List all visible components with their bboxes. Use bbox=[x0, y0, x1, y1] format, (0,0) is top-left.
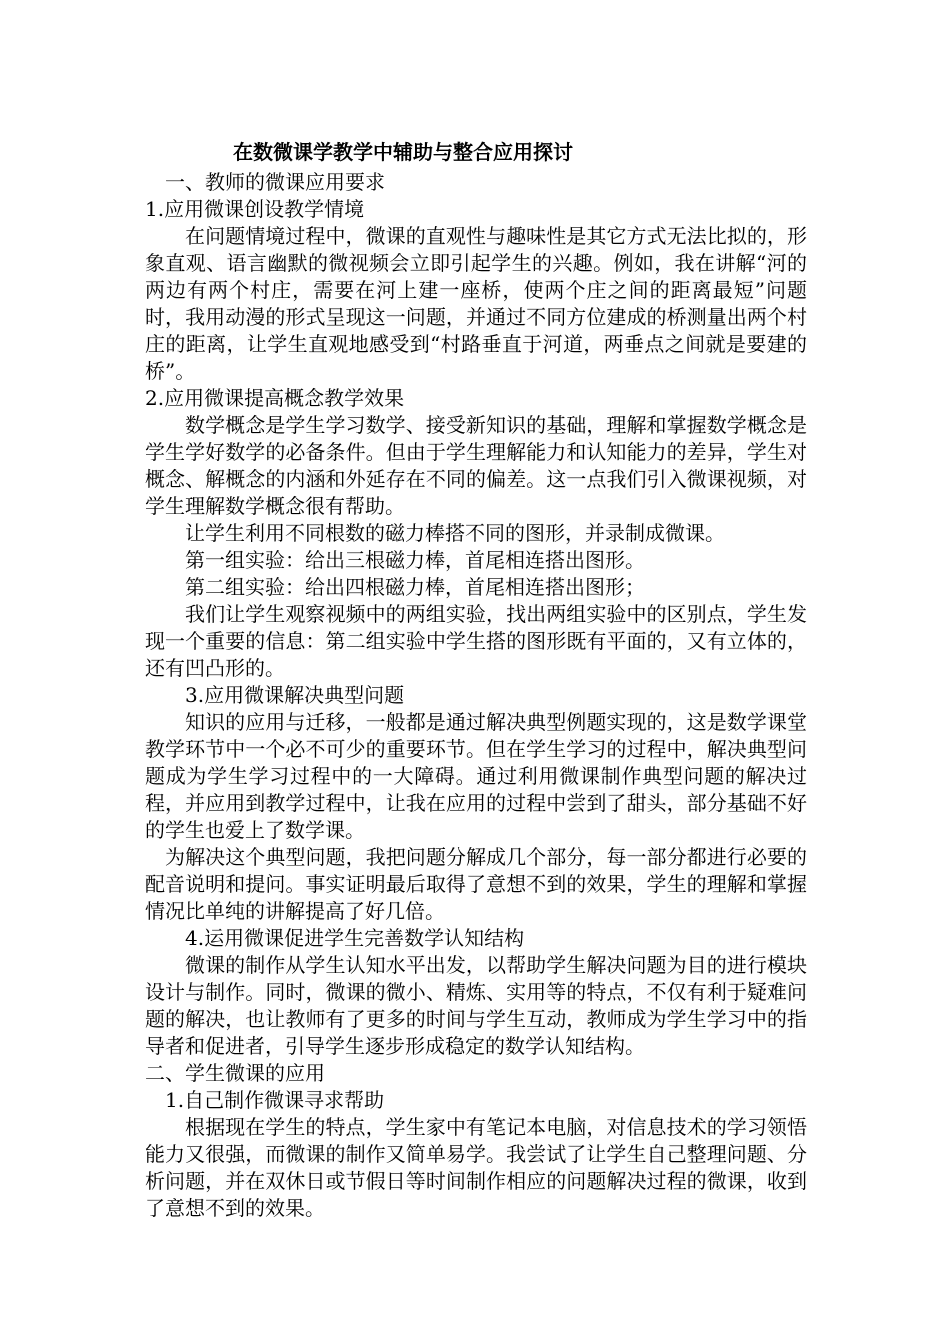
paragraph: 微课的制作从学生认知水平出发，以帮助学生解决问题为目的进行模块设计与制作。同时，微课的微小、精炼、实用等的特点，不仅有利于疑难问题的解决，也让教师有了更多的时间与学生互动，教师成为学生学习中的指导者和促进者，引导学生逐步形成稳定的数学认知结构。 bbox=[145, 953, 807, 1058]
subsection-heading-1-1: 1.应用微课创设教学情境 bbox=[145, 197, 365, 221]
paragraph: 知识的应用与迁移，一般都是通过解决典型例题实现的，这是数学课堂教学环节中一个必不可少的重要环节。但在学生学习的过程中，解决典型问题成为学生学习过程中的一大障碍。通过利用微课制作典型问题的解决过程，并应用到教学过程中，让我在应用的过程中尝到了甜头，部分基础不好的学生也爱上了数学课。 bbox=[145, 710, 807, 842]
paragraph: 我们让学生观察视频中的两组实验，找出两组实验中的区别点，学生发现一个重要的信息：第二组实验中学生搭的图形既有平面的，又有立体的，还有凹凸形的。 bbox=[145, 602, 807, 680]
paragraph: 让学生利用不同根数的磁力棒搭不同的图形，并录制成微课。 bbox=[185, 521, 725, 545]
paragraph: 根据现在学生的特点，学生家中有笔记本电脑，对信息技术的学习领悟能力又很强，而微课的制作又简单易学。我尝试了让学生自己整理问题、分析问题，并在双休日或节假日等时间制作相应的问题解决过程的微课，收到了意想不到的效果。 bbox=[145, 1115, 807, 1220]
document-title: 在数微课学教学中辅助与整合应用探讨 bbox=[233, 140, 573, 164]
subsection-heading-1-2: 2.应用微课提高概念教学效果 bbox=[145, 386, 405, 410]
subsection-heading-1-3: 3.应用微课解决典型问题 bbox=[185, 683, 405, 707]
subsection-heading-1-4: 4.运用微课促进学生完善数学认知结构 bbox=[185, 926, 525, 950]
paragraph: 数学概念是学生学习数学、接受新知识的基础，理解和掌握数学概念是学生学好数学的必备条件。但由于学生理解能力和认知能力的差异，学生对概念、解概念的内涵和外延存在不同的偏差。这一点我们引入微课视频，对学生理解数学概念很有帮助。 bbox=[145, 413, 807, 518]
paragraph: 第一组实验：给出三根磁力棒，首尾相连搭出图形。 bbox=[185, 548, 645, 572]
paragraph: 为解决这个典型问题，我把问题分解成几个部分，每一部分都进行必要的配音说明和提问。事实证明最后取得了意想不到的效果，学生的理解和掌握情况比单纯的讲解提高了好几倍。 bbox=[145, 845, 807, 923]
paragraph: 第二组实验：给出四根磁力棒，首尾相连搭出图形； bbox=[185, 575, 645, 599]
document-body bbox=[145, 135, 807, 1222]
section-heading-1: 一、教师的微课应用要求 bbox=[165, 170, 385, 194]
paragraph: 在问题情境过程中，微课的直观性与趣味性是其它方式无法比拟的，形象直观、语言幽默的微视频会立即引起学生的兴趣。例如，我在讲解“河的两边有两个村庄，需要在河上建一座桥，使两个庄之间的距离最短”问题时，我用动漫的形式呈现这一问题，并通过不同方位建成的桥测量出两个村庄的距离，让学生直观地感受到“村路垂直于河道，两垂点之间就是要建的桥”。 bbox=[145, 224, 807, 383]
section-heading-2: 二、学生微课的应用 bbox=[145, 1061, 325, 1085]
subsection-heading-2-1: 1.自己制作微课寻求帮助 bbox=[165, 1088, 385, 1112]
